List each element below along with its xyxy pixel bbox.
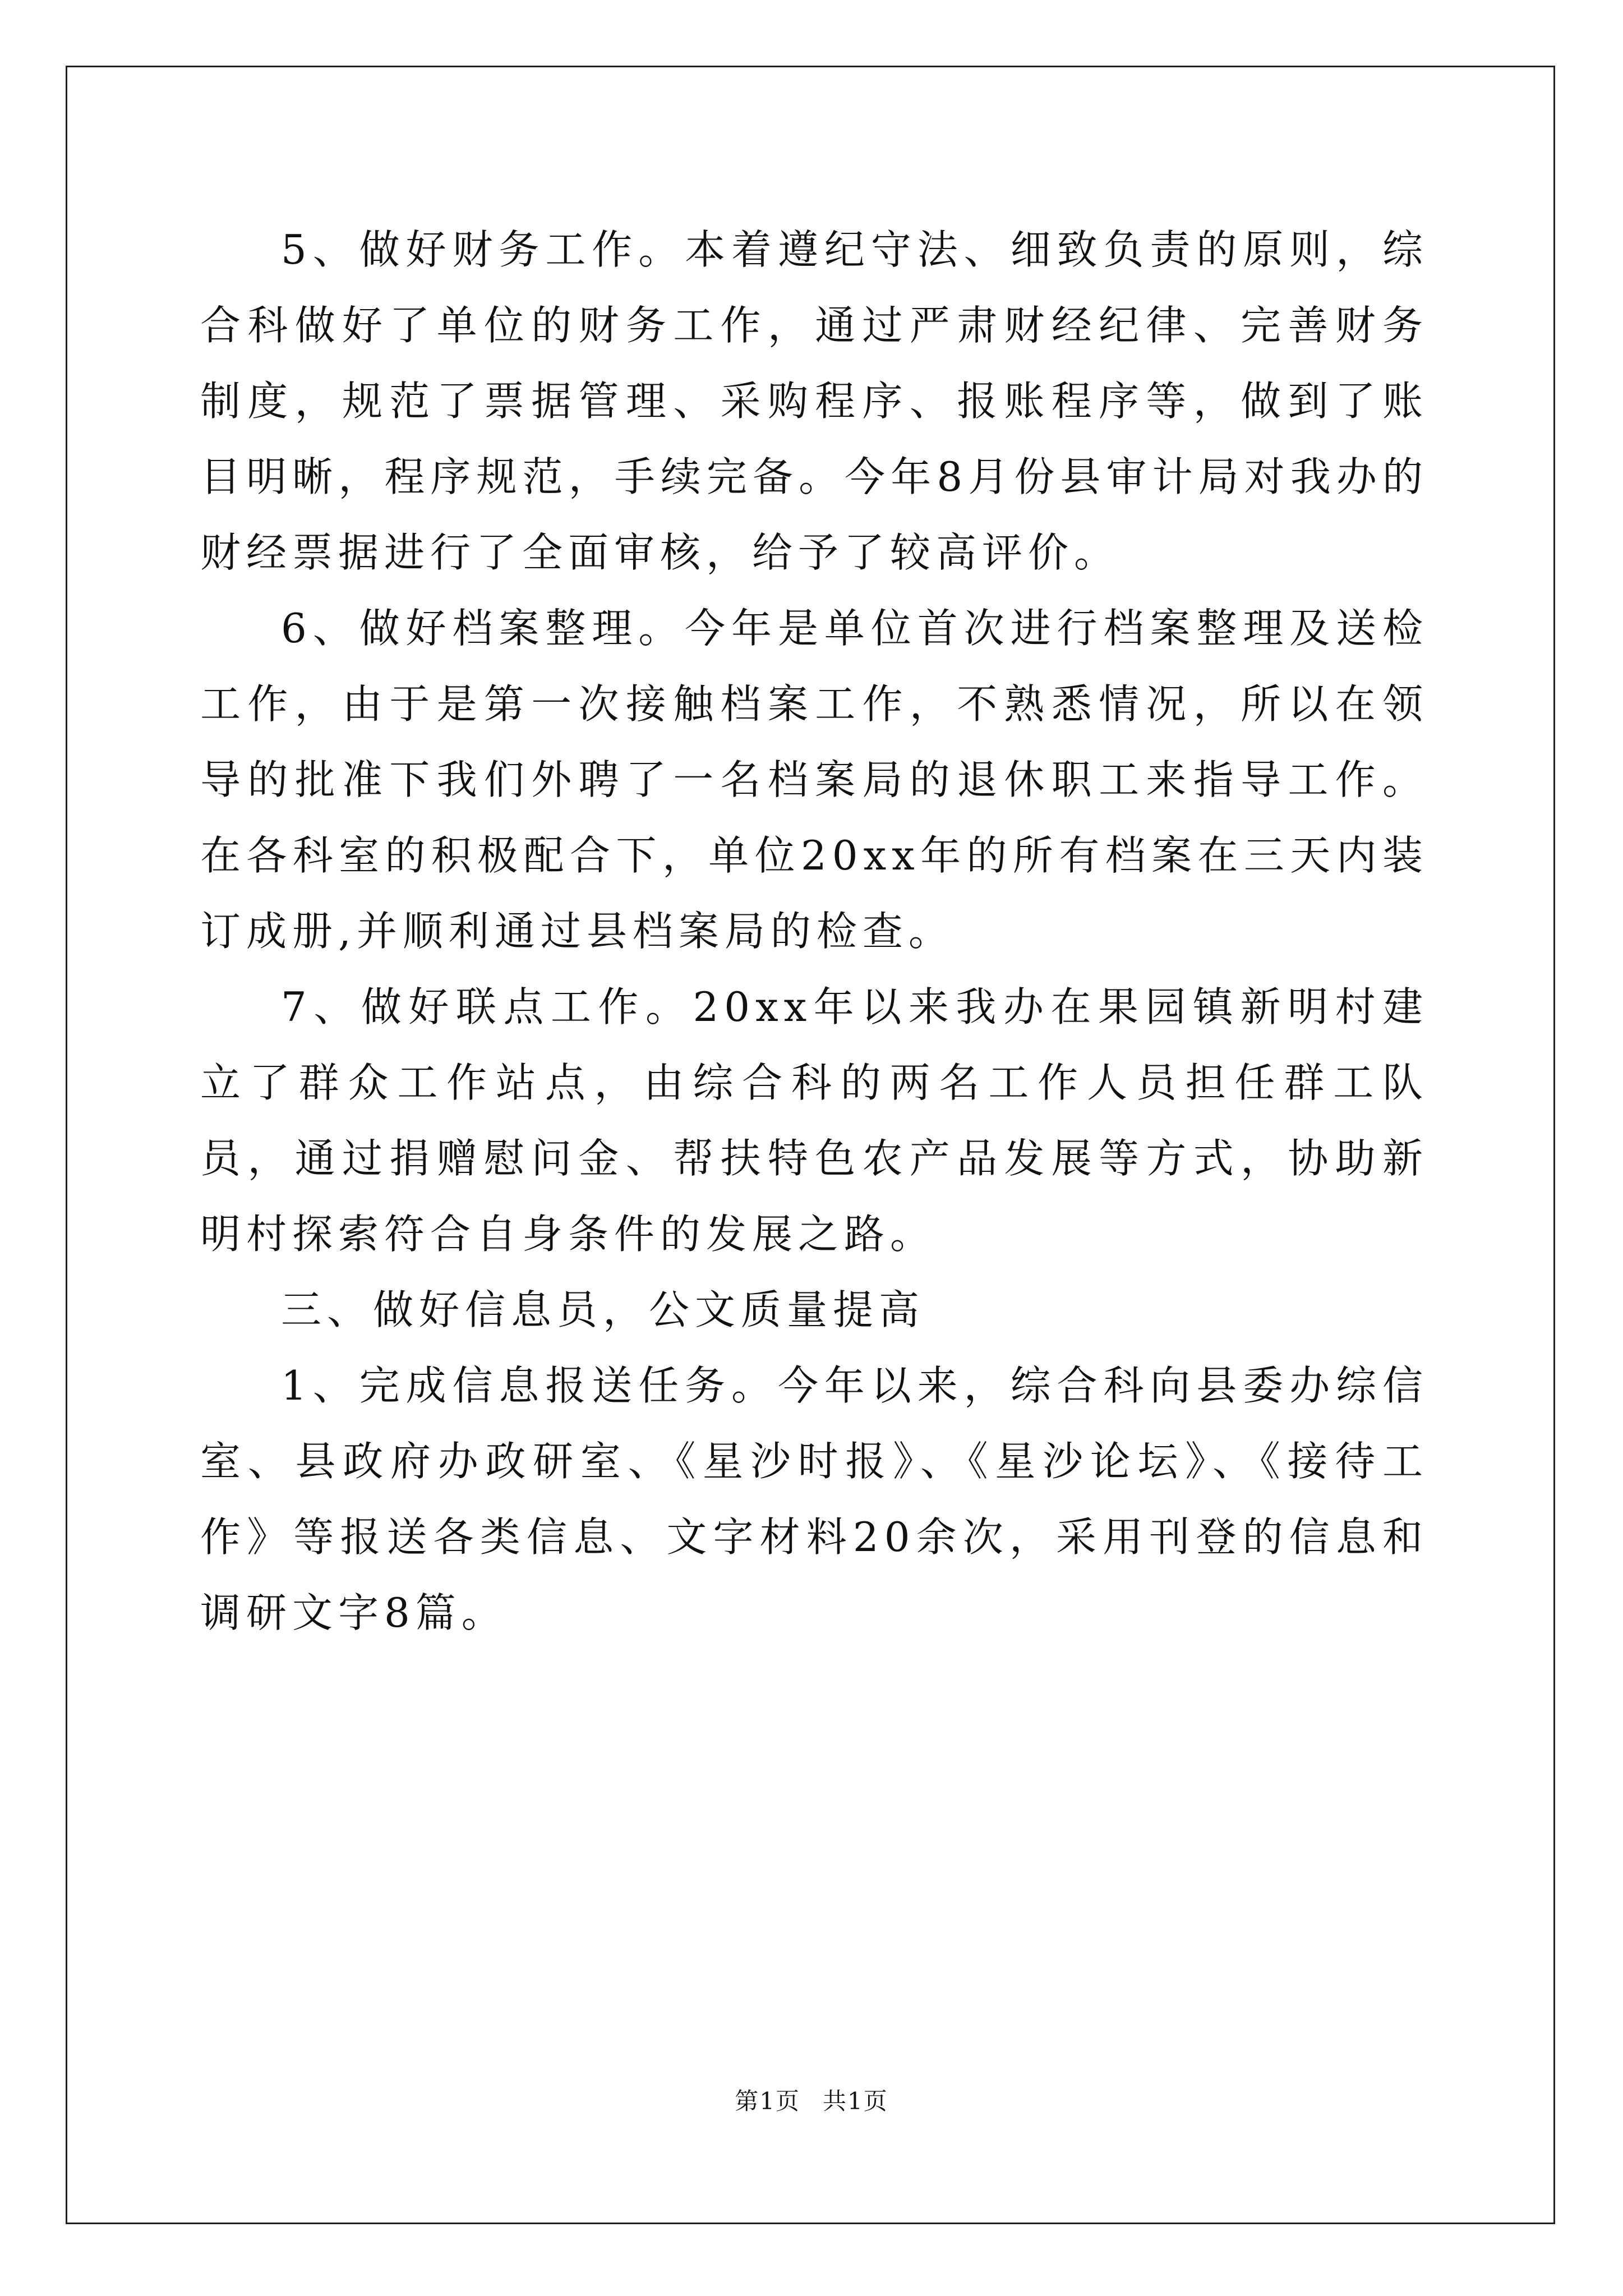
page-footer [0, 2086, 1623, 2117]
paragraph-information-reporting: 1、完成信息报送任务。今年以来，综合科向县委办综信室、县政府办政研室、《星沙时报》、《星沙论坛》、《接待工作》等报送各类信息、文字材料20余次，采用刊登的信息和调研文字8篇。 [200, 1362, 1428, 1636]
page-total: 共1页 [823, 2087, 888, 2115]
paragraph-archive-work: 6、做好档案整理。今年是单位首次进行档案整理及送检工作，由于是第一次接触档案工作，不熟悉情况，所以在领导的批准下我们外聘了一名档案局的退休职工来指导工作。在各科室的积极配合下，单位20xx年的所有档案在三天内装订成册,并顺利通过县档案局的检查。 [200, 605, 1428, 955]
page-number: 第1页 [735, 2087, 800, 2115]
document-body [200, 212, 1428, 1651]
paragraph-finance-work: 5、做好财务工作。本着遵纪守法、细致负责的原则，综合科做好了单位的财务工作，通过严肃财经纪律、完善财务制度，规范了票据管理、采购程序、报账程序等，做到了账目明晰，程序规范，手续完备。今年8月份县审计局对我办的财经票据进行了全面审核，给予了较高评价。 [200, 226, 1428, 576]
paragraph-liaison-work: 7、做好联点工作。20xx年以来我办在果园镇新明村建立了群众工作站点，由综合科的两名工作人员担任群工队员，通过捐赠慰问金、帮扶特色农产品发展等方式，协助新明村探索符合自身条件的发展之路。 [200, 983, 1428, 1258]
section-heading-information: 三、做好信息员，公文质量提高 [281, 1286, 925, 1333]
